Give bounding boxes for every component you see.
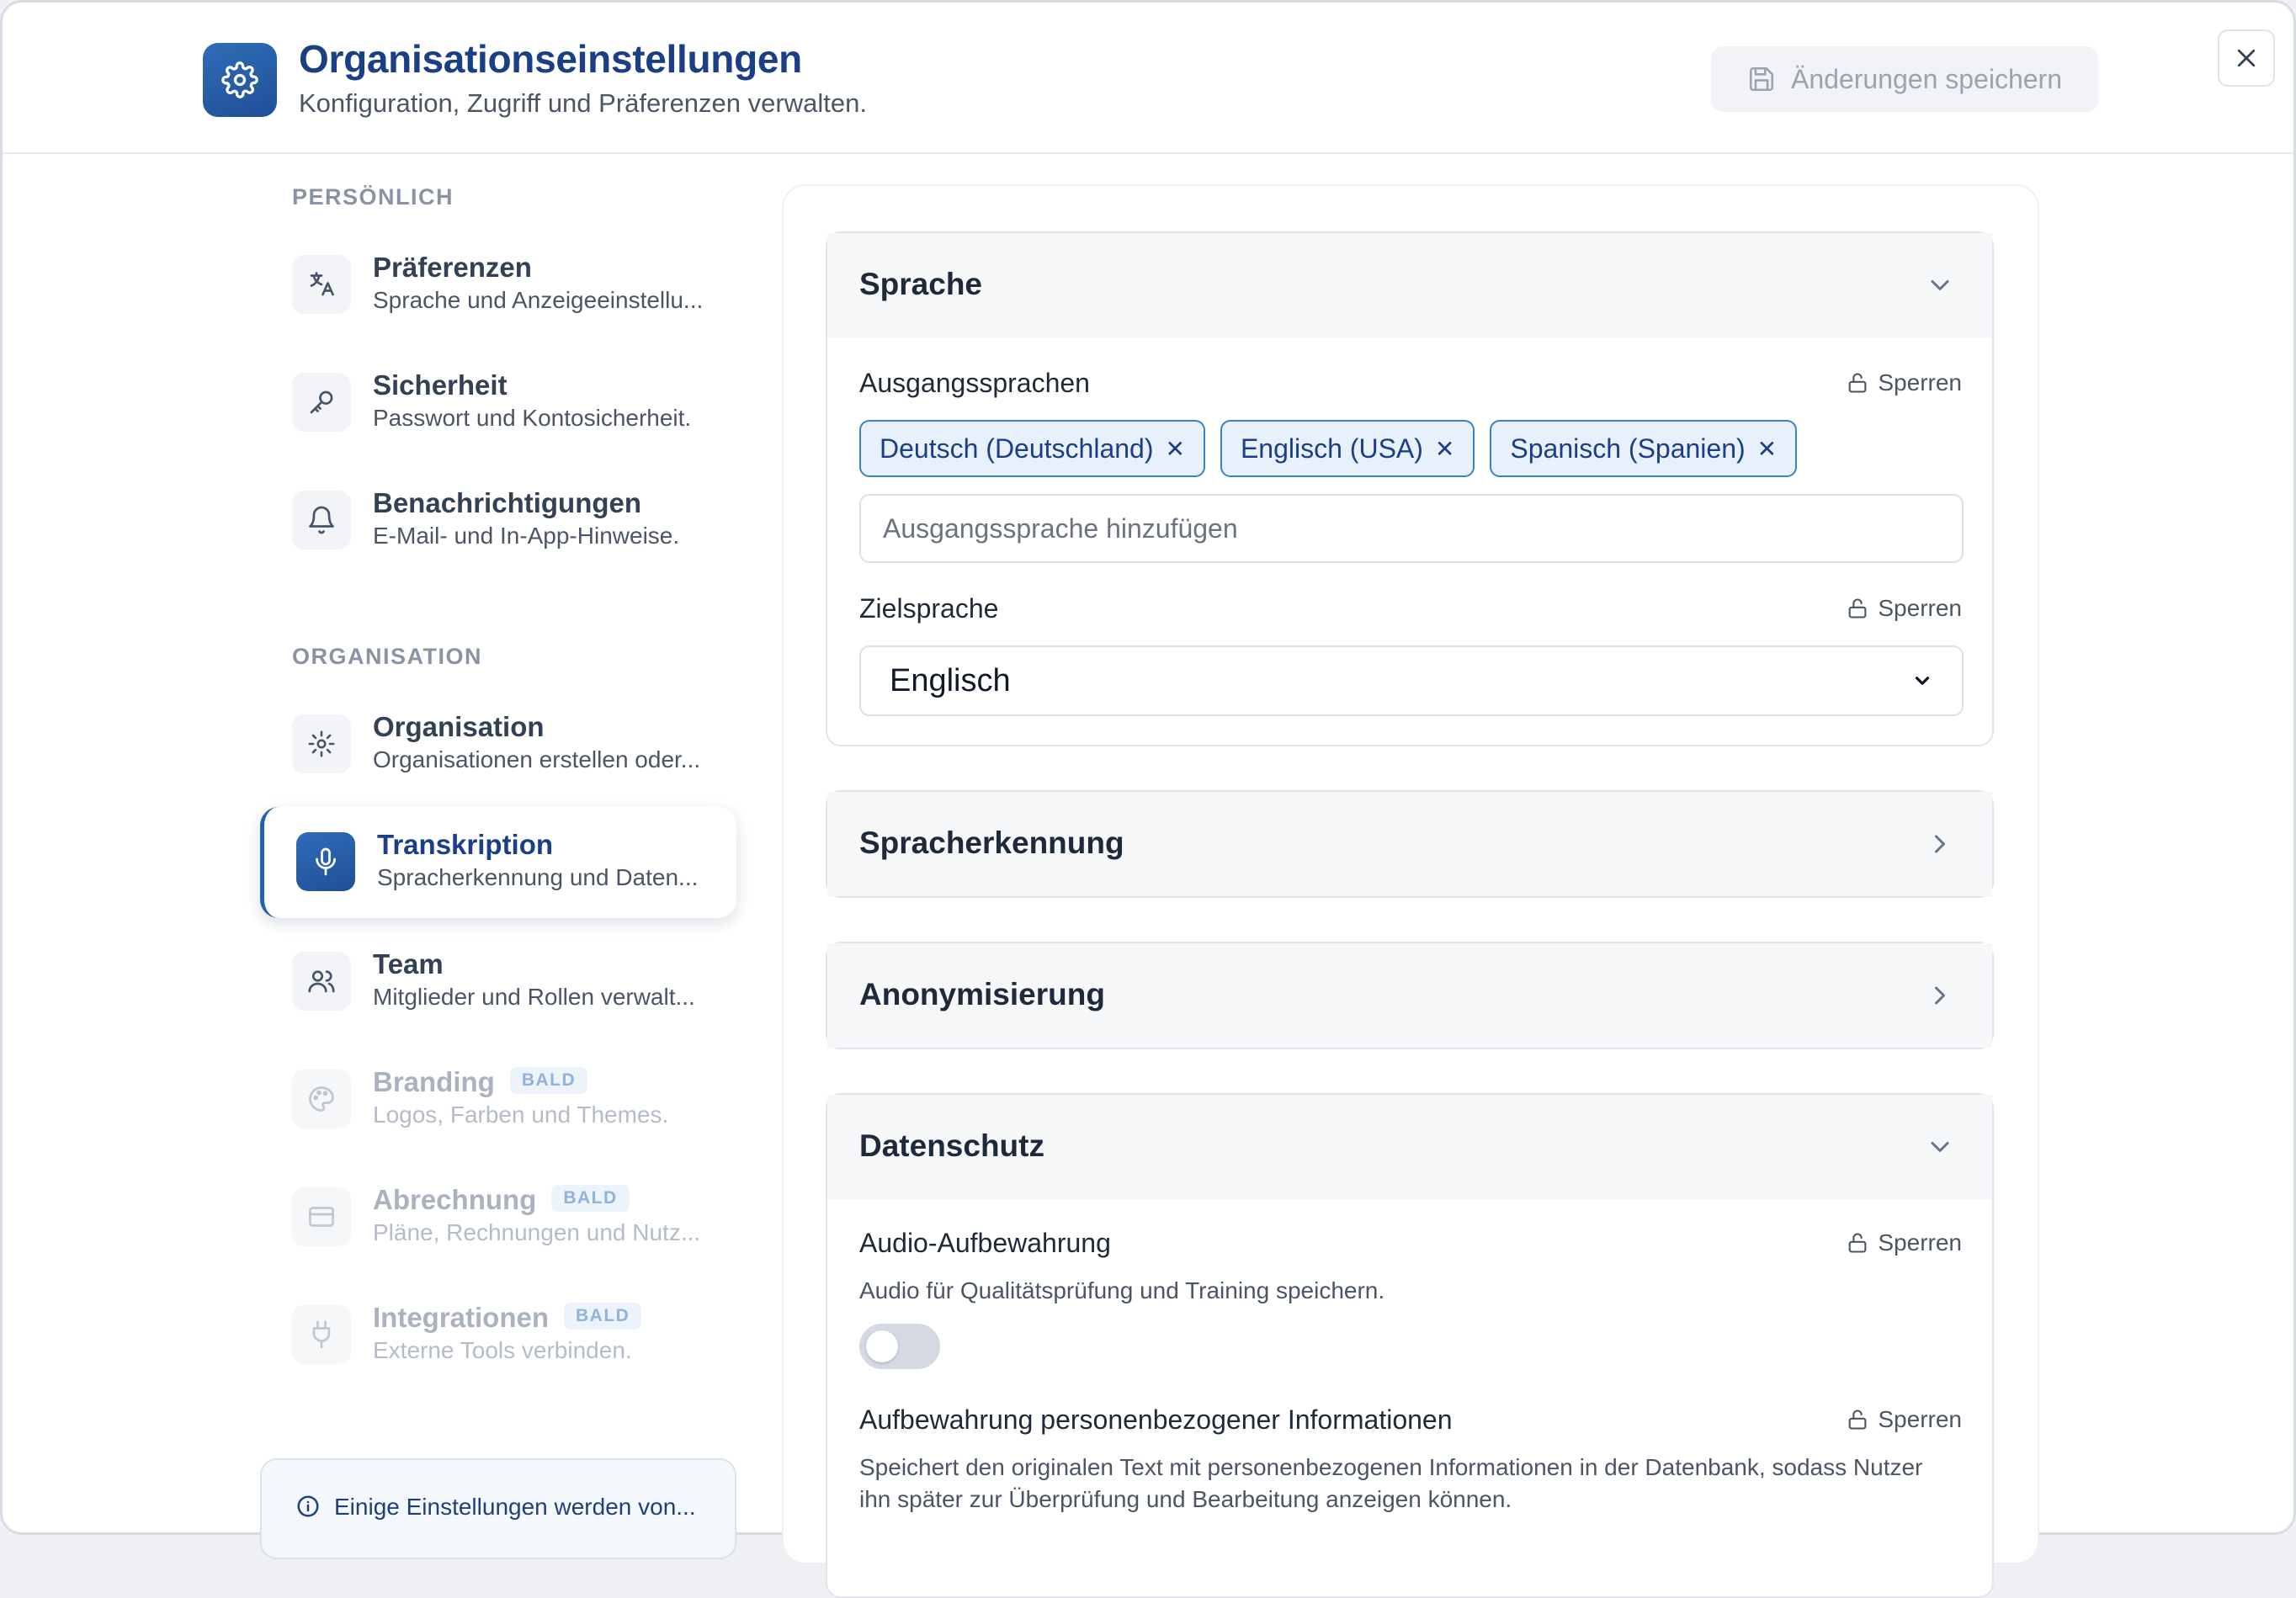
lock-label: Sperren bbox=[1878, 595, 1962, 621]
section-label-personal: PERSÖNLICH bbox=[292, 184, 454, 210]
field-label-target-language: Zielsprache bbox=[859, 593, 999, 624]
soon-badge: BALD bbox=[551, 1185, 629, 1212]
remove-chip-icon[interactable]: ✕ bbox=[1434, 435, 1455, 462]
lock-button-audio[interactable] bbox=[1846, 1229, 1962, 1256]
panel-title: Sprache bbox=[859, 267, 983, 301]
lock-label: Sperren bbox=[1878, 1406, 1962, 1432]
page-subtitle: Konfiguration, Zugriff und Präferenzen verwalten. bbox=[299, 88, 867, 118]
nav-desc: Organisationen erstellen oder... bbox=[373, 746, 701, 772]
panel-header-sprache[interactable] bbox=[827, 233, 1992, 337]
save-button-label: Änderungen speichern bbox=[1790, 63, 2062, 94]
panel-datenschutz bbox=[826, 1093, 1994, 1598]
target-language-select[interactable] bbox=[859, 645, 1964, 716]
add-source-language-input[interactable]: Ausgangssprache hinzufügen bbox=[859, 494, 1964, 563]
lock-button-target[interactable] bbox=[1846, 595, 1962, 622]
pii-retention-help bbox=[859, 1452, 1922, 1516]
page-title: Organisationseinstellungen bbox=[299, 37, 802, 81]
nav-title: Präferenzen bbox=[373, 252, 532, 283]
chevron-right-icon bbox=[1925, 980, 1955, 1011]
chip-label: Deutsch (Deutschland) bbox=[880, 433, 1154, 464]
lock-button-pii[interactable] bbox=[1846, 1406, 1962, 1433]
chip-label: Englisch (USA) bbox=[1240, 433, 1423, 464]
close-icon bbox=[2234, 45, 2259, 71]
language-chip bbox=[1490, 420, 1797, 477]
toggle-knob bbox=[866, 1330, 898, 1362]
nav-title-text: Abrechnung bbox=[373, 1184, 537, 1215]
panel-title: Spracherkennung bbox=[859, 826, 1124, 860]
lock-label: Sperren bbox=[1878, 1229, 1962, 1256]
floppy-disk-icon bbox=[1747, 65, 1776, 93]
nav-desc: Mitglieder und Rollen verwalt... bbox=[373, 984, 695, 1010]
nav-desc: Pläne, Rechnungen und Nutz... bbox=[373, 1219, 701, 1245]
nav-desc: Spracherkennung und Daten... bbox=[377, 864, 699, 890]
audio-retention-toggle[interactable] bbox=[859, 1324, 940, 1369]
lock-label: Sperren bbox=[1878, 369, 1962, 396]
soon-badge: BALD bbox=[564, 1303, 641, 1330]
language-chip bbox=[859, 420, 1205, 477]
field-label-audio-retention: Audio-Aufbewahrung bbox=[859, 1228, 1111, 1258]
nav-title: Team bbox=[373, 948, 444, 980]
chip-label: Spanisch (Spanien) bbox=[1510, 433, 1746, 464]
lock-open-icon bbox=[1846, 1231, 1869, 1255]
select-value: Englisch bbox=[890, 662, 1011, 698]
nav-title: Benachrichtigungen bbox=[373, 487, 642, 518]
gear-icon bbox=[221, 61, 258, 98]
language-chip bbox=[1220, 420, 1475, 477]
panel-title: Datenschutz bbox=[859, 1128, 1044, 1163]
remove-chip-icon[interactable]: ✕ bbox=[1165, 435, 1185, 462]
nav-desc: E-Mail- und In-App-Hinweise. bbox=[373, 523, 680, 549]
field-label-pii-retention: Aufbewahrung personenbezogener Informationen bbox=[859, 1404, 1453, 1435]
settings-logo bbox=[203, 43, 277, 117]
nav-title-text: Branding bbox=[373, 1066, 495, 1097]
audio-retention-help: Audio für Qualitätsprüfung und Training speichern. bbox=[859, 1277, 1385, 1303]
save-button[interactable] bbox=[1711, 46, 2098, 112]
nav-title: Sicherheit bbox=[373, 369, 508, 401]
pii-help-line: ihn später zur Überprüfung und Bearbeitung anzeigen können. bbox=[859, 1486, 1512, 1512]
panel-anonymisierung[interactable] bbox=[826, 942, 1994, 1049]
notice-text: Einige Einstellungen werden von... bbox=[334, 1494, 696, 1520]
remove-chip-icon[interactable]: ✕ bbox=[1757, 435, 1778, 462]
section-label-organisation: ORGANISATION bbox=[292, 644, 482, 669]
lock-button-source[interactable] bbox=[1846, 369, 1962, 396]
panel-title: Anonymisierung bbox=[859, 977, 1105, 1011]
panel-header-datenschutz[interactable] bbox=[827, 1095, 1992, 1199]
panel-spracherkennung[interactable] bbox=[826, 790, 1994, 898]
chevron-down-icon bbox=[1911, 670, 1933, 692]
source-language-chips bbox=[859, 420, 1797, 477]
panel-header-spracherkennung[interactable] bbox=[827, 792, 1992, 896]
lock-open-icon bbox=[1846, 1408, 1869, 1431]
lock-open-icon bbox=[1846, 371, 1869, 395]
modal-header bbox=[3, 3, 2293, 154]
nav-desc: Sprache und Anzeigeeinstellu... bbox=[373, 287, 704, 313]
panel-header-anonymisierung[interactable] bbox=[827, 943, 1992, 1048]
chevron-right-icon bbox=[1925, 829, 1955, 859]
pii-help-line: Speichert den originalen Text mit personenbezogenen Informationen in der Datenbank, sodass Nutzer bbox=[859, 1454, 1923, 1480]
nav-title: Transkription bbox=[377, 829, 554, 860]
nav-desc: Externe Tools verbinden. bbox=[373, 1337, 632, 1363]
lock-open-icon bbox=[1846, 597, 1869, 620]
soon-badge: BALD bbox=[510, 1067, 587, 1094]
nav-desc: Passwort und Kontosicherheit. bbox=[373, 405, 692, 431]
nav-title-text: Integrationen bbox=[373, 1302, 550, 1333]
chevron-down-icon bbox=[1925, 270, 1955, 300]
close-button[interactable] bbox=[2218, 29, 2275, 87]
chevron-down-icon bbox=[1925, 1132, 1955, 1162]
field-label-source-languages: Ausgangssprachen bbox=[859, 368, 1090, 398]
panel-sprache bbox=[826, 231, 1994, 746]
nav-title: Organisation bbox=[373, 711, 545, 742]
nav-desc: Logos, Farben und Themes. bbox=[373, 1102, 669, 1128]
